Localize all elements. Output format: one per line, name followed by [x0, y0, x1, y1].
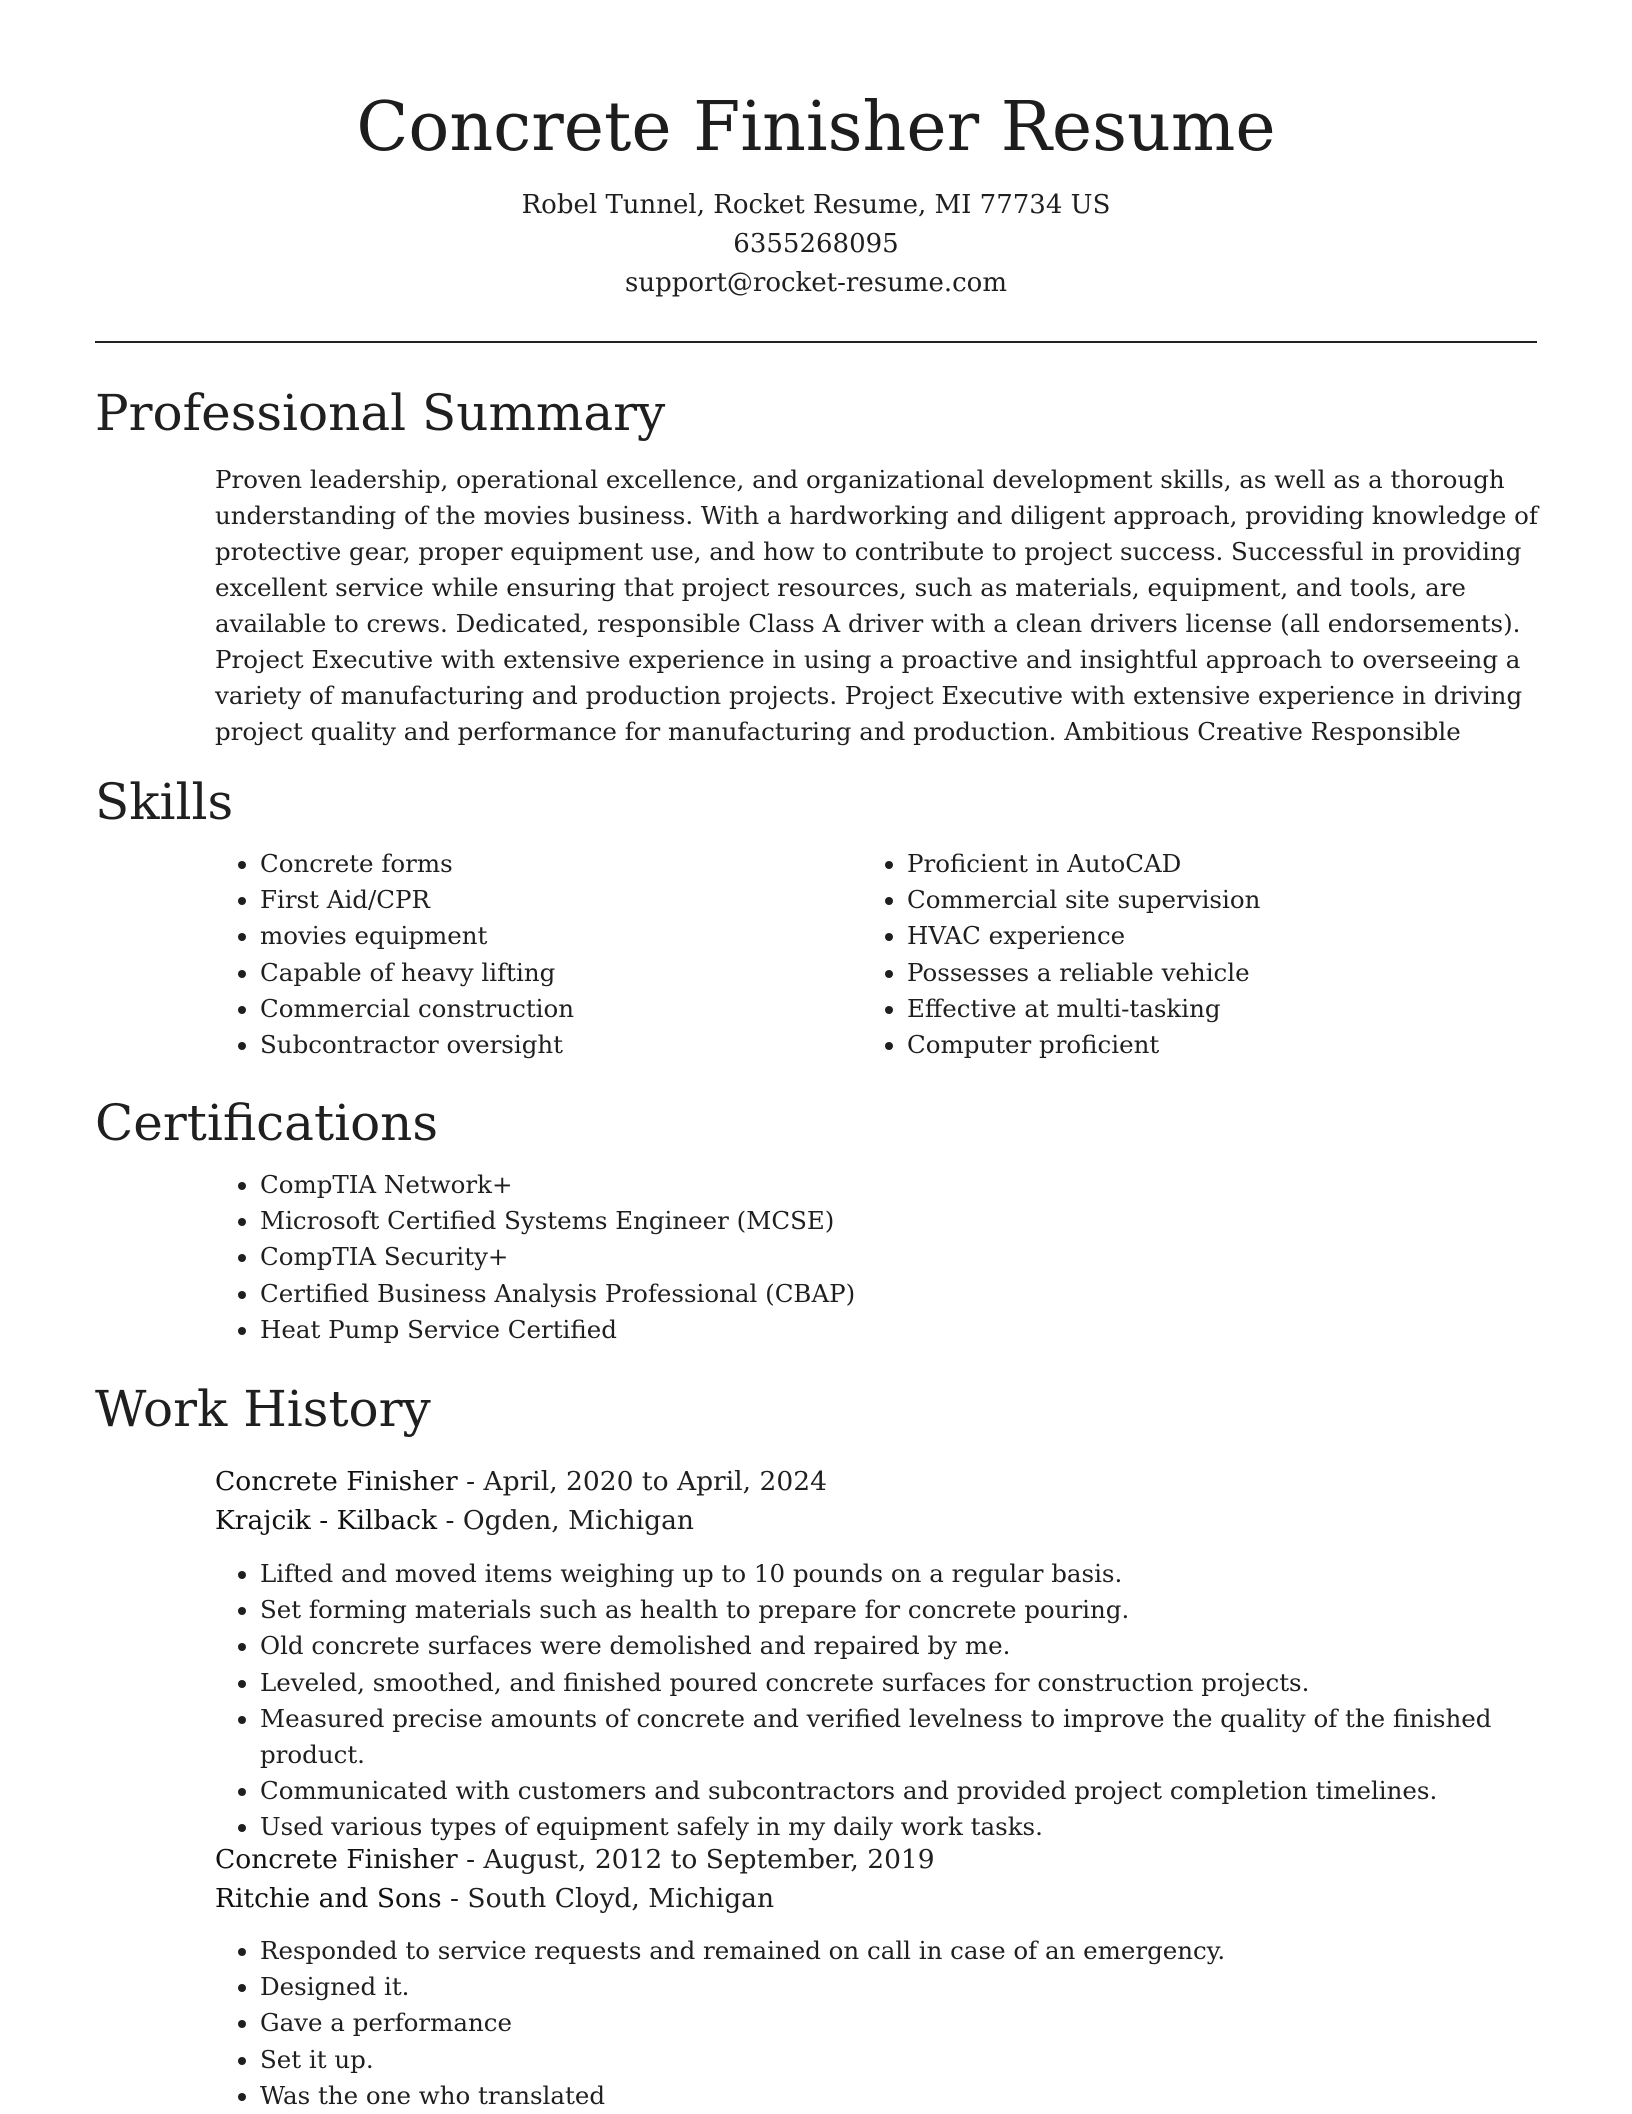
summary-text: Proven leadership, operational excellence, and organizational development skills, as well as a thorough understanding of the movies business. With a hardworking and diligent approach, providing knowledge of protective gear, proper equipment use, and how to contribute to project success. Successful in providing excellent service while ensuring that project resources, such as materials, equipment, and tools, are available to crews. Dedicated, responsible Class A driver with a clean drivers license (all endorsements). Project Executive with extensive experience in using a proactive and insightful approach to overseeing a variety of manufacturing and production projects. Project Executive with extensive experience in driving project quality and performance for manufacturing and production. Ambitious Creative Responsible: [215, 465, 1538, 746]
job-company: Ritchie and Sons: [215, 1883, 442, 1914]
summary-heading: Professional Summary: [95, 384, 666, 442]
contact-phone: 6355268095: [733, 229, 899, 259]
list-item: • Possesses a reliable vehicle: [907, 955, 1567, 991]
skills-heading: Skills: [95, 773, 234, 831]
list-item: • Effective at multi-tasking: [907, 991, 1567, 1027]
contact-info: [0, 186, 1632, 303]
list-item: • Lifted and moved items weighing up to 10 pounds on a regular basis.: [260, 1556, 1600, 1592]
contact-address: Robel Tunnel, Rocket Resume, MI 77734 US: [521, 190, 1111, 220]
list-item: • Measured precise amounts of concrete and verified levelness to improve the quality of the finished product.: [260, 1701, 1600, 1773]
job-2-bullets: [215, 1933, 1600, 2114]
header-divider: [95, 341, 1537, 343]
job-dates: August, 2012 to September, 2019: [483, 1844, 935, 1875]
list-item: • Was the one who translated: [260, 2078, 1600, 2114]
list-item: • Designed it.: [260, 1969, 1600, 2005]
list-item: • Commercial site supervision: [907, 882, 1567, 918]
certifications-list: [215, 1167, 1560, 1348]
job-2-title-line: Concrete Finisher - August, 2012 to September, 2019: [215, 1844, 935, 1875]
job-1-title-line: Concrete Finisher - April, 2020 to April, 2024: [215, 1466, 827, 1497]
list-item: • Responded to service requests and remained on call in case of an emergency.: [260, 1933, 1600, 1969]
job-location: Ogden, Michigan: [462, 1505, 694, 1536]
list-item: • Old concrete surfaces were demolished and repaired by me.: [260, 1628, 1600, 1664]
list-item: • Computer proficient: [907, 1027, 1567, 1063]
list-item: • Leveled, smoothed, and finished poured concrete surfaces for construction projects.: [260, 1665, 1600, 1701]
job-2-company-line: Ritchie and Sons - South Cloyd, Michigan: [215, 1883, 775, 1914]
job-1-company-line: Krajcik - Kilback - Ogden, Michigan: [215, 1505, 694, 1536]
job-title: Concrete Finisher: [215, 1844, 458, 1875]
list-item: • Heat Pump Service Certified: [260, 1312, 1560, 1348]
list-item: • CompTIA Security+: [260, 1239, 1560, 1275]
job-1-header: [215, 1462, 827, 1540]
list-item: • movies equipment: [260, 918, 860, 954]
job-company: Krajcik - Kilback: [215, 1505, 438, 1536]
list-item: • Used various types of equipment safely in my daily work tasks.: [260, 1809, 1600, 1845]
list-item: • Subcontractor oversight: [260, 1027, 860, 1063]
job-title: Concrete Finisher: [215, 1466, 458, 1497]
list-item: • Communicated with customers and subcontractors and provided project completion timelines.: [260, 1773, 1600, 1809]
work-history-heading: Work History: [95, 1380, 431, 1438]
skills-list-left: [215, 846, 860, 1063]
list-item: • Set it up.: [260, 2042, 1600, 2078]
list-item: • First Aid/CPR: [260, 882, 860, 918]
job-1-bullets: [215, 1556, 1600, 1846]
contact-email: support@rocket-resume.com: [624, 268, 1007, 298]
list-item: • Capable of heavy lifting: [260, 955, 860, 991]
list-item: • Concrete forms: [260, 846, 860, 882]
list-item: • CompTIA Network+: [260, 1167, 1560, 1203]
list-item: • Commercial construction: [260, 991, 860, 1027]
job-location: South Cloyd, Michigan: [467, 1883, 775, 1914]
list-item: • HVAC experience: [907, 918, 1567, 954]
list-item: • Set forming materials such as health to prepare for concrete pouring.: [260, 1592, 1600, 1628]
list-item: • Proficient in AutoCAD: [907, 846, 1567, 882]
certifications-heading: Certifications: [95, 1094, 439, 1152]
list-item: • Gave a performance: [260, 2005, 1600, 2041]
page-title: Concrete Finisher Resume: [356, 88, 1276, 167]
resume-header: [0, 82, 1632, 303]
job-dates: April, 2020 to April, 2024: [483, 1466, 827, 1497]
job-2-header: [215, 1840, 935, 1918]
list-item: • Microsoft Certified Systems Engineer (MCSE): [260, 1203, 1560, 1239]
skills-list-right: [862, 846, 1567, 1063]
list-item: • Certified Business Analysis Professional (CBAP): [260, 1276, 1560, 1312]
